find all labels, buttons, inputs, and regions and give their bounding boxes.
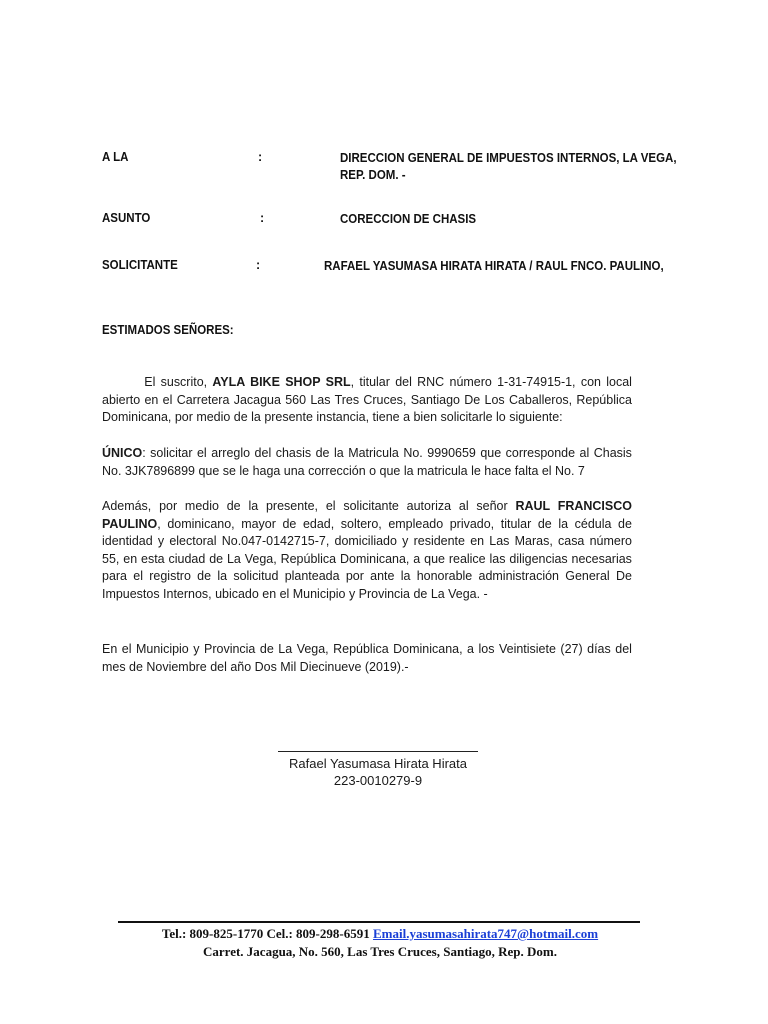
greeting: ESTIMADOS SEÑORES:	[102, 323, 234, 337]
paragraph-authorization	[102, 497, 632, 602]
paragraph-intro	[102, 373, 632, 426]
a-la-label: A LA	[102, 150, 129, 164]
solicitante-label: SOLICITANTE	[102, 258, 178, 272]
asunto-colon: :	[260, 211, 265, 225]
company-name: AYLA BIKE SHOP SRL	[212, 374, 351, 389]
paragraph-date: En el Municipio y Provincia de La Vega, República Dominicana, a los Veintisiete (27) días del mes de Noviembre del año Dos Mil Diecinueve (2019).-	[102, 641, 632, 674]
p3-pre: Además, por medio de la presente, el solicitante autoriza al señor	[102, 498, 516, 513]
solicitante-colon: :	[256, 258, 261, 272]
footer-phones: Tel.: 809-825-1770 Cel.: 809-298-6591	[161, 926, 373, 941]
unico-label: ÚNICO	[102, 445, 143, 460]
p3-post: , dominicano, mayor de edad, soltero, empleado privado, titular de la cédula de identidad y electoral No.047-0142715-7, domiciliado y residente en Las Maras, casa número 55, en esta ciudad de La Vega, República Dominicana, a que realice las diligencias necesarias para el registro de la solicitud planteada por ante la honorable administración General De Impuestos Internos, ubicado en el Municipio y Provincia de La Vega. -	[102, 515, 632, 601]
signature-line	[278, 751, 478, 752]
asunto-label: ASUNTO	[102, 211, 151, 225]
solicitante-value: RAFAEL YASUMASA HIRATA HIRATA / RAUL FNCO. PAULINO,	[324, 259, 664, 273]
signature-name: Rafael Yasumasa Hirata Hirata	[289, 756, 467, 771]
p1-pre: El suscrito,	[144, 374, 213, 389]
footer-email-link[interactable]: Email.yasumasahirata747@hotmail.com	[372, 926, 599, 941]
footer-address: Carret. Jacagua, No. 560, Las Tres Cruces, Santiago, Rep. Dom.	[203, 944, 557, 959]
a-la-value-line1: DIRECCION GENERAL DE IMPUESTOS INTERNOS, LA VEGA,	[340, 151, 677, 165]
footer-rule	[118, 921, 640, 923]
authorized-name: RAUL FRANCISCO PAULINO	[102, 498, 632, 531]
p1-post: , titular del RNC número 1-31-74915-1, con local abierto en el Carretera Jacagua 560 Las Tres Cruces, Santiago De Los Caballeros, República Dominicana, por medio de la presente instancia, tiene a bien solicitarle lo siguiente:	[102, 374, 632, 424]
footer-contact	[100, 926, 660, 942]
signature-id: 223-0010279-9	[333, 773, 423, 788]
paragraph-unico	[102, 444, 632, 479]
a-la-value-line2: REP. DOM. -	[340, 168, 406, 182]
a-la-colon: :	[258, 150, 263, 164]
unico-text: : solicitar el arreglo del chasis de la Matricula No. 9990659 que corresponde al Chasis No. 3JK7896899 que se le haga una corrección o que la matricula le hace falta el No. 7	[102, 445, 632, 478]
asunto-value: CORECCION DE CHASIS	[340, 212, 477, 226]
